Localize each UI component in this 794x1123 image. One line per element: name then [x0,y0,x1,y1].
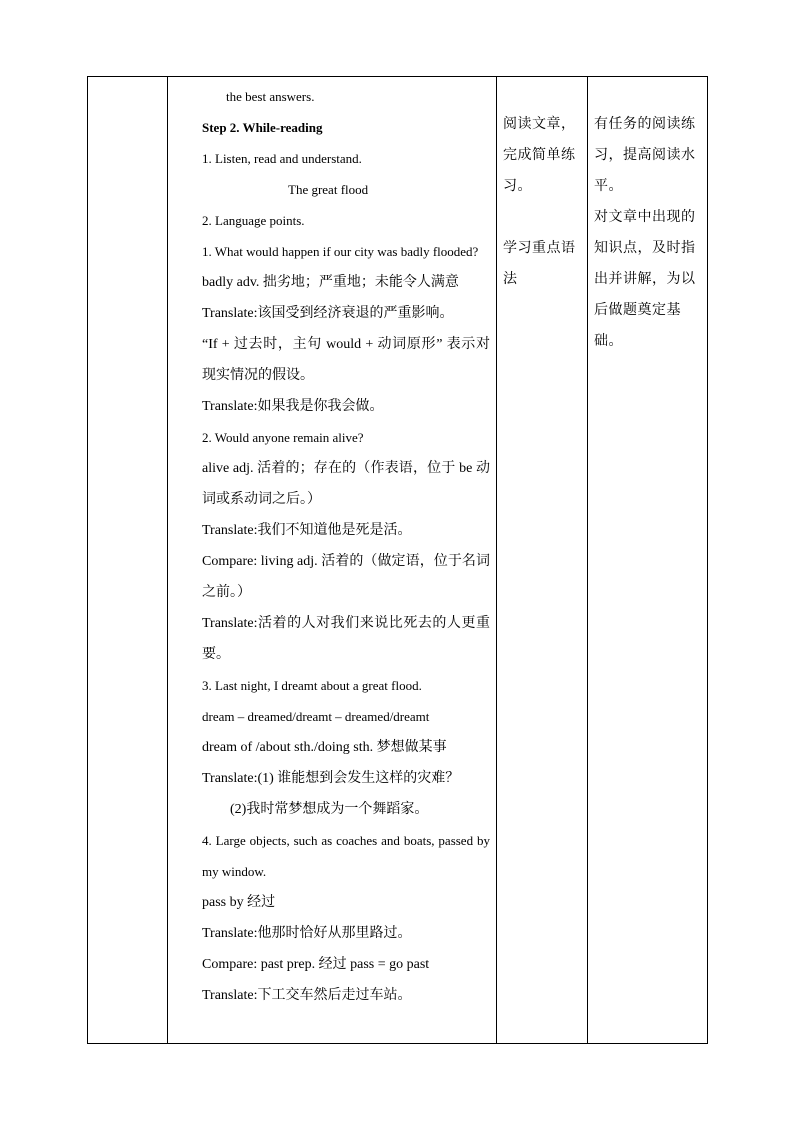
content-line: Translate:如果我是你我会做。 [202,399,384,414]
intent-text: 对文章中出现的知识点，及时指出并讲解，为以后做题奠定基础。 [594,210,696,349]
passage-title: The great flood [288,182,369,197]
content-line: dream of /about sth./doing sth. 梦想做某事 [202,740,447,755]
content-line: Translate:(1) 谁能想到会发生这样的灾难？ [202,771,460,786]
content-line: the best answers. [226,89,315,104]
content-line: 3. Last night, I dreamt about a great flood. [202,678,422,693]
content-line: 1. What would happen if our city was badly flooded? [202,244,479,259]
content-line: Translate:下工交车然后走过车站。 [202,988,412,1003]
intent-text: 有任务的阅读练习，提高阅读水平。 [594,117,696,194]
content-line: “If + 过去时，主句 would + 动词原形” 表示对现实情况的假设。 [202,337,490,383]
content-line: 2. Language points. [202,213,305,228]
content-line: badly adv. 拙劣地；严重地；未能令人满意 [202,275,459,290]
table-row [88,77,708,1044]
content-line: Translate:我们不知道他是死是活。 [202,523,412,538]
content-line: Compare: past prep. 经过 pass = go past [202,957,430,972]
content-line: (2)我时常梦想成为一个舞蹈家。 [230,802,429,817]
teaching-content-cell [168,77,497,1044]
content-line: 2. Would anyone remain alive? [202,430,364,445]
content-line: alive adj. 活着的；存在的（作表语，位于 be 动词或系动词之后。） [202,461,490,507]
stage-cell [88,77,168,1044]
content-line: 4. Large objects, such as coaches and boats, passed by my window. [202,833,490,879]
content-line: 1. Listen, read and understand. [202,151,362,166]
content-line: Translate:他那时恰好从那里路过。 [202,926,412,941]
activity-text: 学习重点语法 [503,241,576,287]
content-line: Translate:该国受到经济衰退的严重影响。 [202,306,454,321]
step-heading: Step 2. While-reading [202,120,323,135]
content-line: Translate:活着的人对我们来说比死去的人更重要。 [202,616,490,662]
content-line: dream – dreamed/dreamt – dreamed/dreamt [202,709,430,724]
design-intent-cell [588,77,708,1044]
lesson-plan-table [87,76,708,1044]
content-line: Compare: living adj. 活着的（做定语，位于名词之前。） [202,554,490,600]
content-line: pass by 经过 [202,895,276,910]
activity-text: 阅读文章，完成简单练习。 [503,117,576,194]
student-activity-cell [497,77,588,1044]
